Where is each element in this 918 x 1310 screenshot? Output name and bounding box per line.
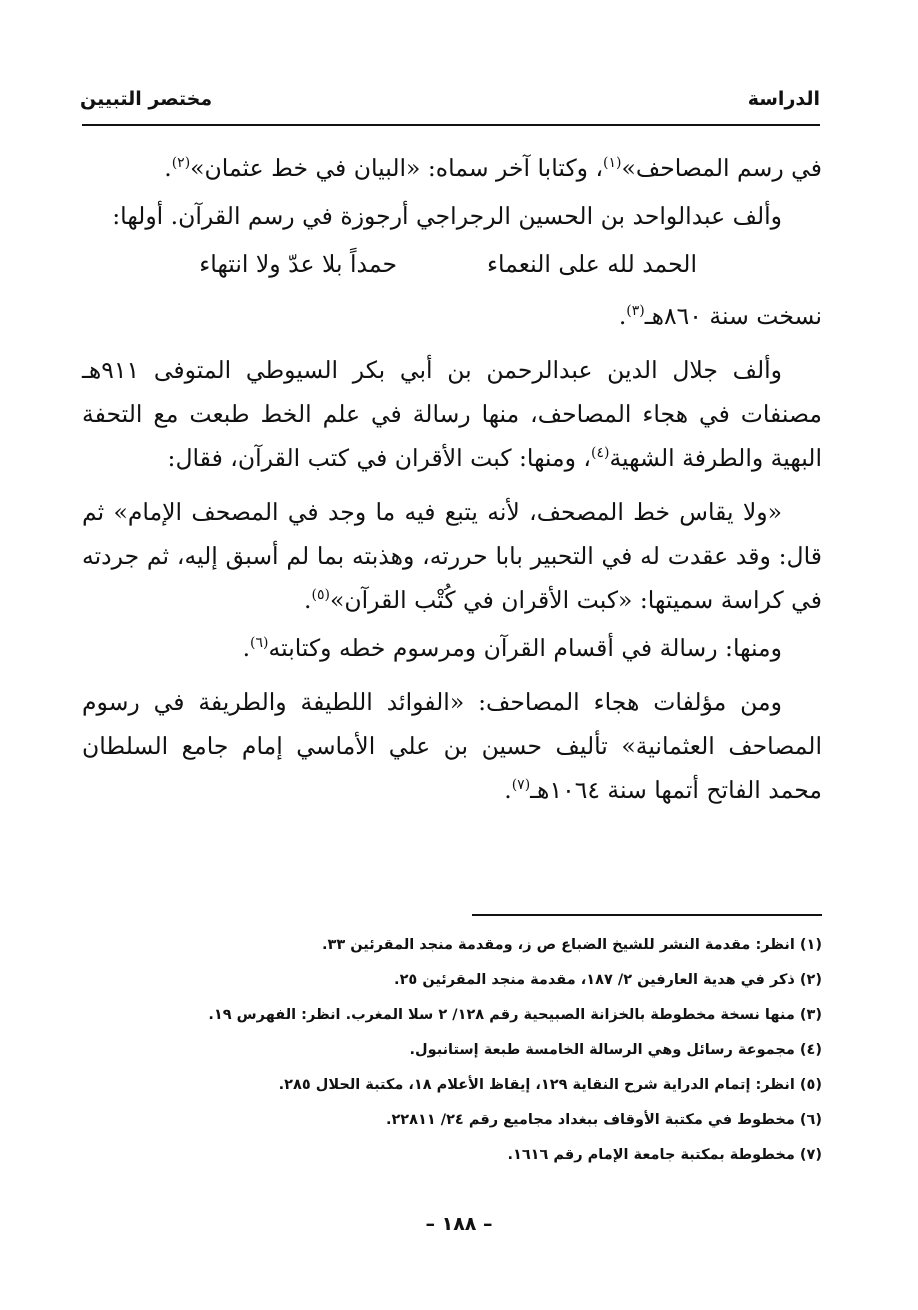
- page-number: – ١٨٨ –: [425, 1213, 493, 1235]
- verse-line: [82, 242, 822, 286]
- paragraph-4: [82, 348, 822, 480]
- paragraph-7-text-b: .: [504, 776, 512, 804]
- header-rule: [82, 124, 820, 126]
- paragraph-6-text-b: .: [242, 634, 251, 662]
- footnote-3: (٣) منها نسخة مخطوطة بالخزانة الصبيحية رقم ١٢٨/ ٢ سلا المغرب. انظر: الفهرس ١٩.: [208, 1007, 822, 1023]
- paragraph-3: [82, 294, 822, 338]
- footnote-ref-2: (٢): [171, 155, 191, 172]
- footnote-ref-1: (١): [603, 155, 622, 172]
- header-section-title: الدراسة: [747, 88, 820, 110]
- paragraph-5: [82, 490, 822, 622]
- paragraph-1: [82, 146, 822, 190]
- paragraph-1-text-a: في رسم المصاحف»: [621, 154, 822, 182]
- footnote-ref-4: (٤): [590, 445, 610, 462]
- footnote-rule: [472, 914, 822, 916]
- paragraph-3-text-b: .: [618, 302, 627, 330]
- verse-first-hemistich: الحمد لله على النعماء: [486, 250, 697, 278]
- footnote-7: (٧) مخطوطة بمكتبة جامعة الإمام رقم ١٦١٦.: [507, 1147, 822, 1163]
- paragraph-2: وألف عبدالواحد بن الحسين الرجراجي أرجوزة في رسم القرآن. أولها:: [112, 202, 782, 230]
- footnotes: [82, 928, 822, 1173]
- paragraph-7: [82, 680, 822, 812]
- body-text: [82, 146, 822, 822]
- footnote-4: (٤) مجموعة رسائل وهي الرسالة الخامسة طبعة إستانبول.: [409, 1042, 822, 1058]
- header-book-title: مختصر التبيين: [80, 88, 213, 110]
- paragraph-7-text-a: ومن مؤلفات هجاء المصاحف: «الفوائد اللطيفة والطريفة في رسوم المصاحف العثمانية» تأليف حسين بن علي الأماسي إمام جامع السلطان محمد الفاتح أتمها سنة ١٠٦٤هـ: [82, 688, 822, 804]
- footnote-ref-7: (٧): [511, 777, 531, 794]
- footnote-ref-3: (٣): [626, 303, 645, 320]
- footnote-2: (٢) ذكر في هدية العارفين ٢/ ١٨٧، مقدمة منجد المقرئين ٢٥.: [394, 972, 822, 988]
- running-header: [80, 84, 820, 114]
- paragraph-5-text-a: «ولا يقاس خط المصحف، لأنه يتبع فيه ما وجد في المصحف الإمام» ثم قال: وقد عقدت له في التحبير بابا حررته، وهذبته بما لم أسبق إليه، ثم جردته في كراسة سميتها: «كبت الأقران في كُتْب القرآن»: [82, 498, 822, 614]
- paragraph-1-text-b: ، وكتابا آخر سماه: «البيان في خط عثمان»: [190, 154, 604, 182]
- paragraph-3-text-a: نسخت سنة ٨٦٠هـ: [644, 302, 822, 330]
- paragraph-5-text-b: .: [304, 586, 312, 614]
- footnote-1: (١) انظر: مقدمة النشر للشيخ الضباع ص ز، ومقدمة منجد المقرئين ٣٣.: [321, 937, 822, 953]
- paragraph-1-text-c: .: [164, 154, 172, 182]
- footnote-ref-6: (٦): [250, 635, 269, 652]
- verse-second-hemistich: حمداً بلا عدّ ولا انتهاء: [199, 250, 397, 278]
- paragraph-4-text-a: وألف جلال الدين عبدالرحمن بن أبي بكر السيوطي المتوفى ٩١١هـ مصنفات في هجاء المصاحف، منها رسالة في علم الخط طبعت مع التحفة البهية والطرفة الشهية: [82, 356, 822, 472]
- footnote-6: (٦) مخطوط في مكتبة الأوقاف ببغداد مجاميع رقم ٢٤/ ٢٢٨١١.: [385, 1112, 822, 1128]
- paragraph-4-text-b: ، ومنها: كبت الأقران في كتب القرآن، فقال:: [167, 444, 591, 472]
- paragraph-6-text-a: ومنها: رسالة في أقسام القرآن ومرسوم خطه وكتابته: [268, 634, 782, 662]
- footnote-5: (٥) انظر: إتمام الدراية شرح النقاية ١٢٩، إيقاظ الأعلام ١٨، مكتبة الحلال ٢٨٥.: [278, 1077, 822, 1093]
- footnote-ref-5: (٥): [311, 587, 330, 604]
- paragraph-6: [82, 626, 822, 670]
